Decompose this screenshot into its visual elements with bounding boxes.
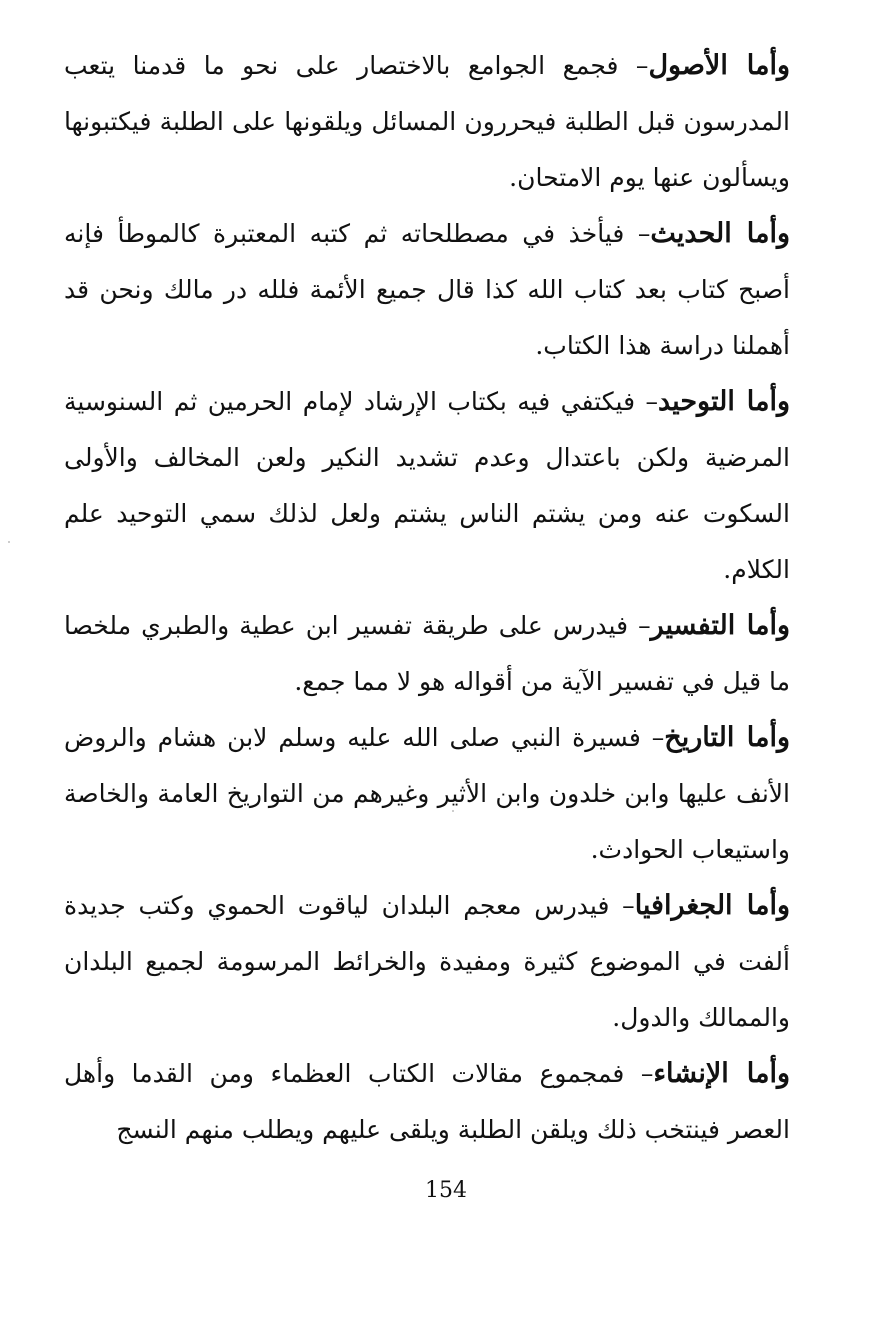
- paragraph-hadith-body: – فيأخذ في مصطلحاته ثم كتبه المعتبرة كالموطأ فإنه أصبح كتاب بعد كتاب الله كذا قال جميع الأئمة فلله در مالك ونحن قد أهملنا دراسة هذا الكتاب.: [64, 219, 790, 360]
- paragraph-tawhid: [64, 374, 790, 598]
- heading-tafsir: وأما التفسير: [650, 610, 790, 641]
- heading-hadith: وأما الحديث: [650, 218, 790, 249]
- heading-geography: وأما الجغرافيا: [634, 890, 790, 921]
- paragraph-geography: [64, 878, 790, 1046]
- paragraph-tawhid-body: – فيكتفي فيه بكتاب الإرشاد لإمام الحرمين ثم السنوسية المرضية ولكن باعتدال وعدم تشديد النكير ولعن المخالف والأولى السكوت عنه ومن يشتم الناس يشتم ولعل لذلك سمي التوحيد علم الكلام.: [64, 387, 790, 584]
- heading-usul: وأما الأصول: [648, 50, 790, 81]
- paragraph-usul-body: – فجمع الجوامع بالاختصار على نحو ما قدمنا يتعب المدرسون قبل الطلبة فيحررون المسائل ويلقونها على الطلبة فيكتبونها ويسألون عنها يوم الامتحان.: [64, 51, 790, 192]
- page-body-text: [64, 38, 790, 1158]
- page-number: 154: [425, 1178, 467, 1203]
- paragraph-insha-body: – فمجموع مقالات الكتاب العظماء ومن القدما وأهل العصر فينتخب ذلك ويلقن الطلبة ويلقى عليهم ويطلب منهم النسج: [64, 1059, 790, 1144]
- paragraph-usul: [64, 38, 790, 206]
- heading-insha: وأما الإنشاء: [653, 1058, 790, 1089]
- paragraph-geography-body: – فيدرس معجم البلدان لياقوت الحموي وكتب جديدة ألفت في الموضوع كثيرة ومفيدة والخرائط المرسومة لجميع البلدان والممالك والدول.: [64, 891, 790, 1032]
- scan-artifact: [8, 541, 10, 543]
- scan-artifact: [452, 810, 454, 812]
- paragraph-insha: [64, 1046, 790, 1158]
- paragraph-tafsir-body: – فيدرس على طريقة تفسير ابن عطية والطبري ملخصا ما قيل في تفسير الآية من أقواله هو لا مما جمع.: [64, 611, 790, 696]
- paragraph-tarikh: [64, 710, 790, 878]
- paragraph-tafsir: [64, 598, 790, 710]
- paragraph-hadith: [64, 206, 790, 374]
- heading-tarikh: وأما التاريخ: [664, 722, 790, 753]
- paragraph-tarikh-body: – فسيرة النبي صلى الله عليه وسلم لابن هشام والروض الأنف عليها وابن خلدون وابن الأثير وغيرهم من التواريخ العامة والخاصة واستيعاب الحوادث.: [64, 723, 790, 864]
- heading-tawhid: وأما التوحيد: [658, 386, 790, 417]
